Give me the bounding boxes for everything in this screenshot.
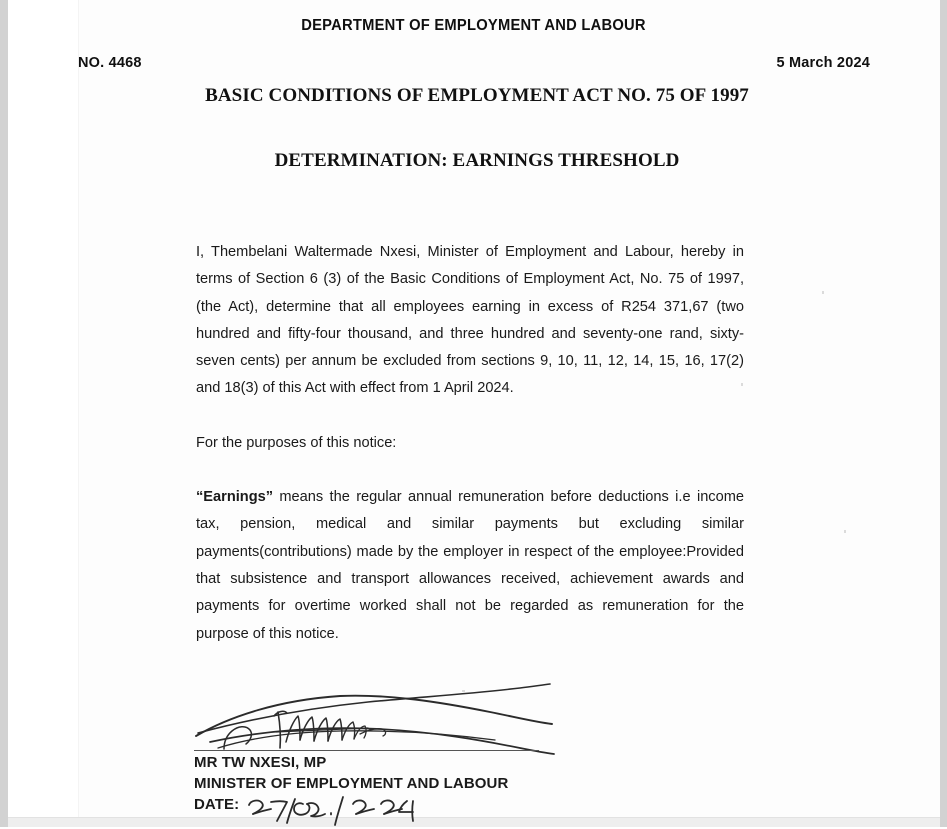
- body-text: [196, 239, 744, 648]
- handwritten-date-value: [243, 795, 443, 829]
- definition-body-text: means the regular annual remuneration before deductions i.e income tax, pension, medical and similar payments but excluding similar payments(contributions) made by the employer in respect of the employee:Provided that subsistence and transport allowances received, achievement awards and payments for overtime worked shall not be regarded as remuneration for the purpose of this notice.: [196, 489, 744, 642]
- signature-date-label: DATE:: [194, 796, 240, 813]
- paragraph-earnings-definition: [196, 484, 744, 648]
- department-header: DEPARTMENT OF EMPLOYMENT AND LABOUR: [301, 17, 646, 34]
- handwritten-date-icon: [243, 795, 443, 829]
- act-title: BASIC CONDITIONS OF EMPLOYMENT ACT NO. 75 OF 1997: [205, 85, 749, 106]
- signature-rule-line: [194, 750, 539, 751]
- paragraph-purposes: For the purposes of this notice:: [196, 434, 397, 451]
- signatory-details: [194, 752, 584, 828]
- definition-term-earnings: “Earnings”: [196, 489, 274, 506]
- signatory-title: MINISTER OF EMPLOYMENT AND LABOUR: [194, 775, 509, 792]
- determination-title: DETERMINATION: EARNINGS THRESHOLD: [274, 150, 680, 171]
- paragraph-determination: I, Thembelani Waltermade Nxesi, Minister of Employment and Labour, hereby in terms of Section 6 (3) of the Basic Conditions of Employment Act, No. 75 of 1997, (the Act), determine that all employees earning in excess of R254 371,67 (two hundred and fifty-four thousand, and three hundred and seventy-one rand, sixty-seven cents) per annum be excluded from sections 9, 10, 11, 12, 14, 15, 16, 17(2) and 18(3) of this Act with effect from 1 April 2024.: [196, 244, 744, 397]
- notice-date: 5 March 2024: [776, 55, 870, 71]
- notice-meta-row: [78, 55, 870, 71]
- signature-date-row: [194, 794, 584, 828]
- signatory-name: MR TW NXESI, MP: [194, 754, 327, 771]
- notice-number: NO. 4468: [78, 55, 142, 71]
